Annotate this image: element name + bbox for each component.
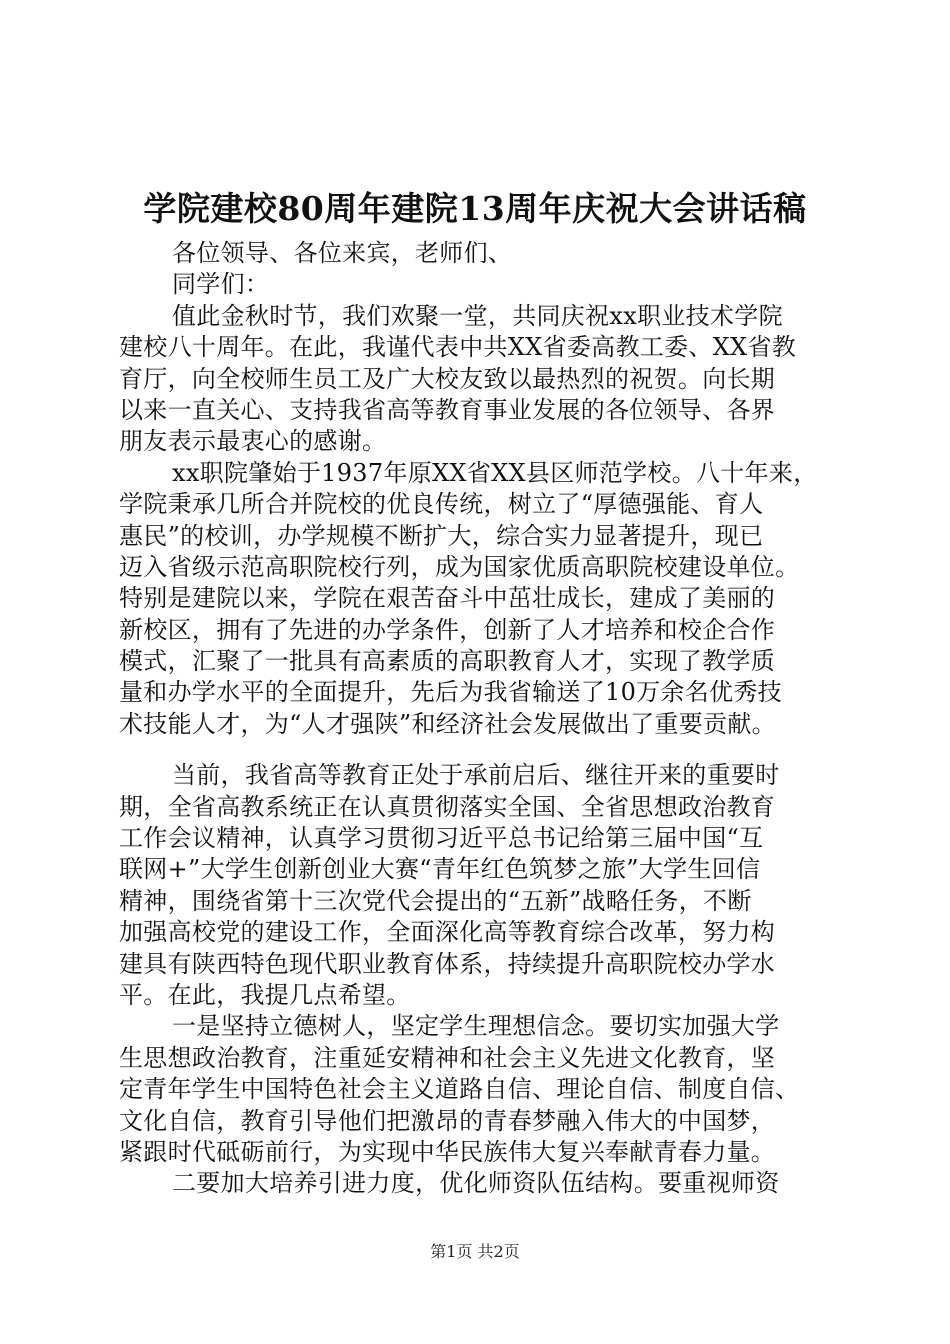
paragraph-line: 期，全省高教系统正在认真贯彻落实全国、全省思想政治教育 — [119, 792, 776, 821]
document-title: 学院建校80周年建院13周年庆祝大会讲话稿 — [143, 189, 807, 228]
paragraph-line: 建校八十周年。在此，我谨代表中共XX省委高教工委、XX省教 — [119, 333, 797, 362]
document-body — [119, 238, 831, 1200]
paragraph-line: 定青年学生中国特色社会主义道路自信、理论自信、制度自信、 — [119, 1075, 800, 1104]
paragraph-line: 加强高校党的建设工作，全面深化高等教育综合改革，努力构 — [119, 918, 776, 947]
paragraph-line: 生思想政治教育，注重延安精神和社会主义先进文化教育，坚 — [119, 1043, 776, 1072]
salutation-line: 各位领导、各位来宾，老师们、 — [172, 239, 513, 267]
paragraph-line: 术技能人才，为“人才强陕”和经济社会发展做出了重要贡献。 — [119, 709, 776, 738]
salutation-line: 同学们： — [172, 270, 270, 299]
paragraph-line: 工作会议精神，认真学习贯彻习近平总书记给第三届中国“互 — [119, 824, 764, 853]
paragraph-line: 建具有陕西特色现代职业教育体系，持续提升高职院校办学水 — [119, 949, 776, 978]
paragraph-line: 紧跟时代砥砺前行，为实现中华民族伟大复兴奉献青春力量。 — [119, 1137, 776, 1166]
paragraph-line: 迈入省级示范高职院校行列，成为国家优质高职院校建设单位。 — [119, 552, 800, 581]
paragraph-line: 学院秉承几所合并院校的优良传统，树立了“厚德强能、育人 — [119, 490, 764, 519]
paragraph-line: 量和办学水平的全面提升，先后为我省输送了10万余名优秀技 — [119, 678, 782, 707]
paragraph-line: 惠民”的校训，办学规模不断扩大，综合实力显著提升，现已 — [119, 521, 764, 550]
paragraph-line: 二要加大培养引进力度，优化师资队伍结构。要重视师资 — [172, 1169, 780, 1198]
paragraph-line: 以来一直关心、支持我省高等教育事业发展的各位领导、各界 — [119, 395, 776, 424]
paragraph-line: xx职院肇始于1937年原XX省XX县区师范学校。八十年来， — [172, 458, 818, 487]
paragraph-line: 朋友表示最衷心的感谢。 — [119, 427, 387, 456]
paragraph-line: 新校区，拥有了先进的办学条件，创新了人才培养和校企合作 — [119, 615, 776, 644]
paragraph-gap — [119, 740, 831, 760]
paragraph-line: 文化自信，教育引导他们把激昂的青春梦融入伟大的中国梦， — [119, 1106, 776, 1135]
paragraph-line: 平。在此，我提几点希望。 — [119, 980, 411, 1009]
paragraph-line: 模式，汇聚了一批具有高素质的高职教育人才，实现了教学质 — [119, 647, 776, 676]
paragraph-line: 育厅，向全校师生员工及广大校友致以最热烈的祝贺。向长期 — [119, 364, 776, 393]
paragraph-line: 值此金秋时节，我们欢聚一堂，共同庆祝xx职业技术学院 — [172, 301, 783, 330]
paragraph-line: 联网+”大学生创新创业大赛“青年红色筑梦之旅”大学生回信 — [119, 855, 761, 884]
paragraph-line: 一是坚持立德树人，坚定学生理想信念。要切实加强大学 — [172, 1012, 780, 1041]
page-number-footer: 第1页 共2页 — [430, 1242, 520, 1261]
paragraph-line: 当前，我省高等教育正处于承前启后、继往开来的重要时 — [172, 761, 780, 790]
paragraph-line: 特别是建院以来，学院在艰苦奋斗中茁壮成长，建成了美丽的 — [119, 584, 776, 613]
paragraph-line: 精神，围绕省第十三次党代会提出的“五新”战略任务，不断 — [119, 886, 752, 915]
